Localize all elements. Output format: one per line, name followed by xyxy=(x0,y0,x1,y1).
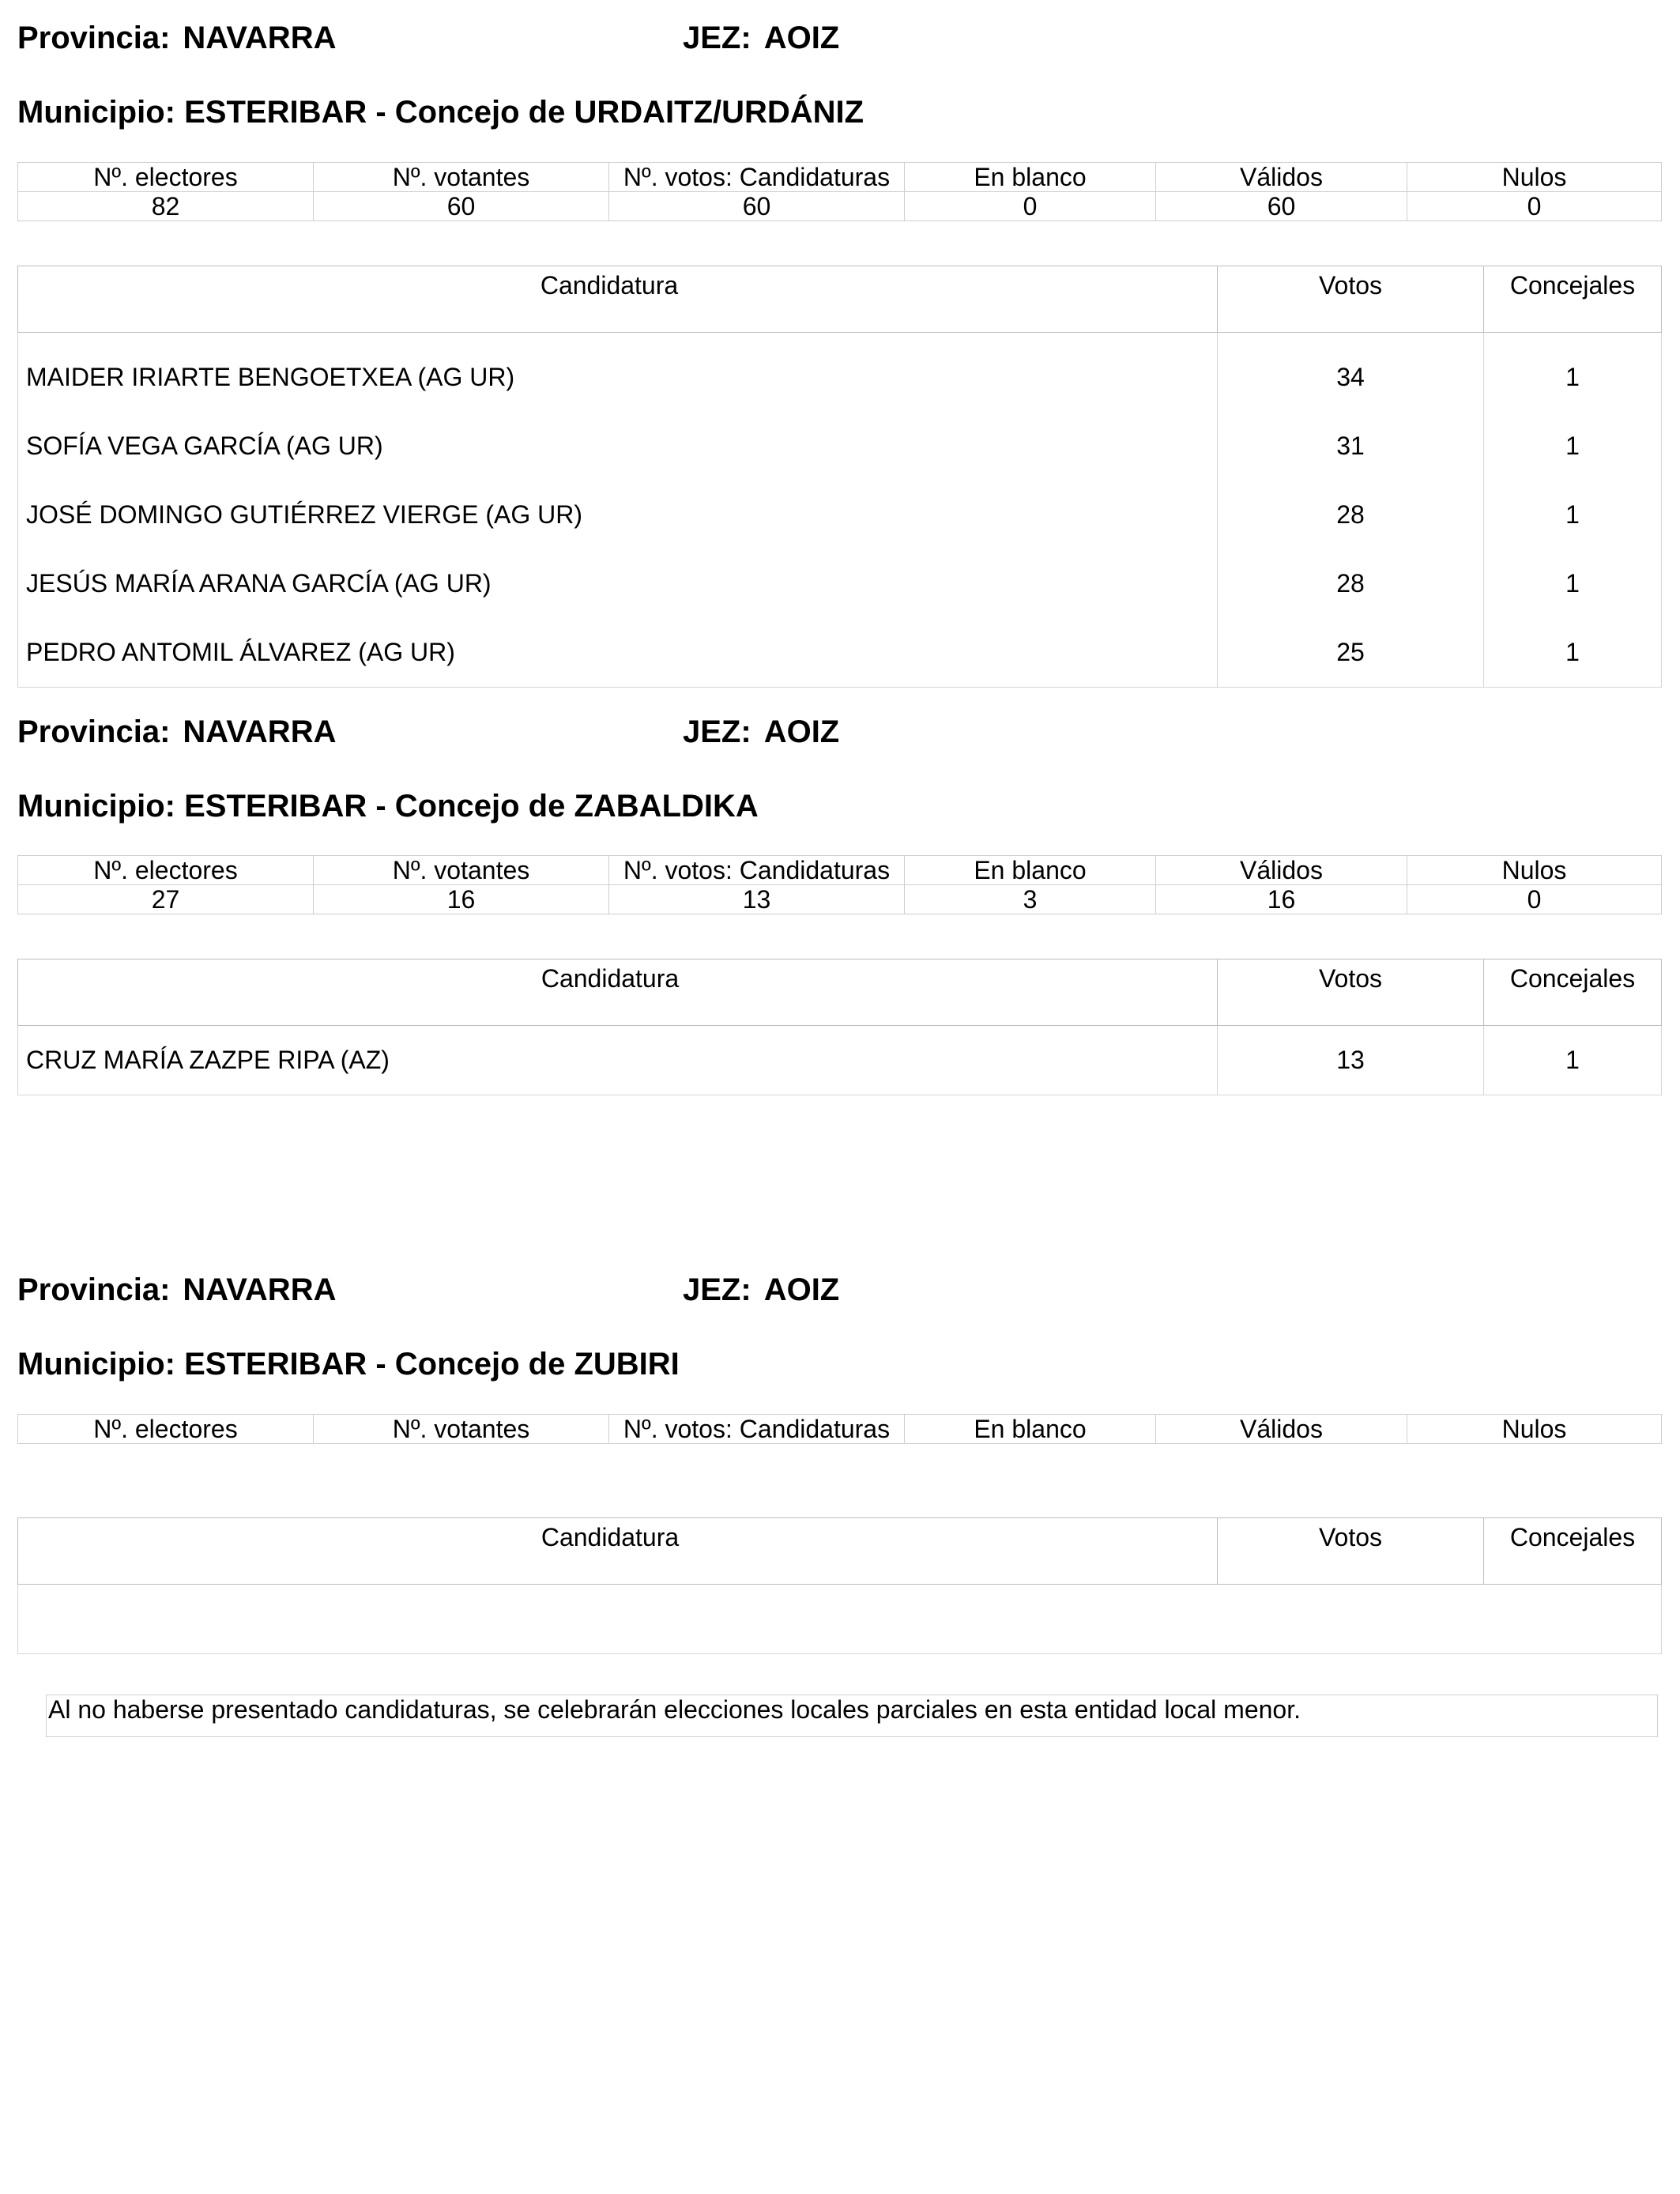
stats-header-nulos: Nulos xyxy=(1407,163,1662,192)
header-concejales: Concejales xyxy=(1484,1518,1662,1585)
stats-header-nulos: Nulos xyxy=(1407,1415,1662,1444)
stats-header-en-blanco: En blanco xyxy=(905,856,1156,885)
stats-value-nulos: 0 xyxy=(1407,192,1662,221)
stats-header-votos-candidaturas: Nº. votos: Candidaturas xyxy=(609,1415,905,1444)
stats-value-electores: 82 xyxy=(18,192,314,221)
stats-header-votantes: Nº. votantes xyxy=(314,1415,609,1444)
jez-value: AOIZ xyxy=(763,714,840,749)
municipio-value: ESTERIBAR - Concejo de ZABALDIKA xyxy=(184,789,759,824)
candidate-name: MAIDER IRIARTE BENGOETXEA (AG UR) xyxy=(18,333,1218,413)
candidates-table xyxy=(17,1517,1662,1654)
candidate-votos: 28 xyxy=(1218,481,1484,549)
provincia-label: Provincia: xyxy=(17,21,171,55)
provincia-value: NAVARRA xyxy=(183,1272,337,1307)
stats-header-votos-candidaturas: Nº. votos: Candidaturas xyxy=(609,163,905,192)
stats-table xyxy=(17,1414,1662,1444)
candidate-name: JOSÉ DOMINGO GUTIÉRREZ VIERGE (AG UR) xyxy=(18,481,1218,549)
stats-value-en-blanco: 3 xyxy=(905,885,1156,914)
stats-value-votos-candidaturas: 13 xyxy=(609,885,905,914)
municipio-heading xyxy=(17,787,759,825)
provincia-heading xyxy=(17,713,336,751)
stats-value-votantes: 60 xyxy=(314,192,609,221)
stats-value-validos: 60 xyxy=(1156,192,1407,221)
stats-value-electores: 27 xyxy=(18,885,314,914)
candidate-name: PEDRO ANTOMIL ÁLVAREZ (AG UR) xyxy=(18,618,1218,688)
provincia-label: Provincia: xyxy=(17,714,171,749)
provincia-value: NAVARRA xyxy=(183,21,337,55)
stats-header-validos: Válidos xyxy=(1156,856,1407,885)
candidate-votos: 31 xyxy=(1218,412,1484,481)
provincia-heading xyxy=(17,19,336,57)
candidate-row xyxy=(18,412,1662,481)
header-candidatura: Candidatura xyxy=(18,1518,1218,1585)
stats-header-validos: Válidos xyxy=(1156,1415,1407,1444)
provincia-label: Provincia: xyxy=(17,1272,171,1307)
header-concejales: Concejales xyxy=(1484,959,1662,1026)
candidate-concejales: 1 xyxy=(1484,412,1662,481)
candidate-votos: 28 xyxy=(1218,549,1484,618)
stats-header-electores: Nº. electores xyxy=(18,1415,314,1444)
note-text: Al no haberse presentado candidaturas, se celebrarán elecciones locales parciales en esta entidad local menor. xyxy=(46,1695,1658,1737)
jez-label: JEZ: xyxy=(683,1272,751,1307)
municipio-value: ESTERIBAR - Concejo de URDAITZ/URDÁNIZ xyxy=(184,95,864,130)
stats-header-en-blanco: En blanco xyxy=(905,163,1156,192)
jez-heading xyxy=(683,1271,839,1309)
header-candidatura: Candidatura xyxy=(18,266,1218,333)
candidate-name: JESÚS MARÍA ARANA GARCÍA (AG UR) xyxy=(18,549,1218,618)
candidate-row xyxy=(18,481,1662,549)
candidate-row-empty xyxy=(18,1585,1662,1654)
candidates-header-row xyxy=(18,959,1662,1026)
stats-value-row xyxy=(18,885,1662,914)
candidate-name: SOFÍA VEGA GARCÍA (AG UR) xyxy=(18,412,1218,481)
jez-value: AOIZ xyxy=(763,21,840,55)
stats-header-electores: Nº. electores xyxy=(18,163,314,192)
header-votos: Votos xyxy=(1218,1518,1484,1585)
municipio-label: Municipio: xyxy=(17,95,175,130)
stats-header-row xyxy=(18,1415,1662,1444)
stats-header-votos-candidaturas: Nº. votos: Candidaturas xyxy=(609,856,905,885)
header-votos: Votos xyxy=(1218,959,1484,1026)
stats-header-electores: Nº. electores xyxy=(18,856,314,885)
candidates-header-row xyxy=(18,266,1662,333)
candidate-concejales: 1 xyxy=(1484,333,1662,413)
candidate-concejales: 1 xyxy=(1484,1026,1662,1095)
header-candidatura: Candidatura xyxy=(18,959,1218,1026)
provincia-heading xyxy=(17,1271,336,1309)
jez-heading xyxy=(683,19,839,57)
candidates-table xyxy=(17,959,1662,1095)
stats-value-validos: 16 xyxy=(1156,885,1407,914)
municipio-heading xyxy=(17,1345,680,1383)
candidate-row xyxy=(18,549,1662,618)
stats-header-votantes: Nº. votantes xyxy=(314,856,609,885)
candidate-votos: 13 xyxy=(1218,1026,1484,1095)
provincia-value: NAVARRA xyxy=(183,714,337,749)
municipio-heading xyxy=(17,93,864,131)
candidate-row xyxy=(18,618,1662,688)
header-votos: Votos xyxy=(1218,266,1484,333)
stats-header-row xyxy=(18,856,1662,885)
municipio-value: ESTERIBAR - Concejo de ZUBIRI xyxy=(184,1347,680,1382)
candidate-concejales: 1 xyxy=(1484,618,1662,688)
stats-value-row xyxy=(18,192,1662,221)
stats-header-en-blanco: En blanco xyxy=(905,1415,1156,1444)
jez-label: JEZ: xyxy=(683,714,751,749)
candidate-concejales: 1 xyxy=(1484,481,1662,549)
stats-value-votos-candidaturas: 60 xyxy=(609,192,905,221)
candidate-row xyxy=(18,1026,1662,1095)
stats-header-validos: Válidos xyxy=(1156,163,1407,192)
municipio-label: Municipio: xyxy=(17,1347,175,1382)
stats-header-votantes: Nº. votantes xyxy=(314,163,609,192)
header-concejales: Concejales xyxy=(1484,266,1662,333)
stats-value-en-blanco: 0 xyxy=(905,192,1156,221)
jez-value: AOIZ xyxy=(763,1272,840,1307)
candidate-name: CRUZ MARÍA ZAZPE RIPA (AZ) xyxy=(18,1026,1218,1095)
municipio-label: Municipio: xyxy=(17,789,175,824)
candidate-concejales: 1 xyxy=(1484,549,1662,618)
stats-value-votantes: 16 xyxy=(314,885,609,914)
stats-value-nulos: 0 xyxy=(1407,885,1662,914)
candidate-votos: 34 xyxy=(1218,333,1484,413)
stats-header-nulos: Nulos xyxy=(1407,856,1662,885)
stats-header-row xyxy=(18,163,1662,192)
candidate-votos: 25 xyxy=(1218,618,1484,688)
stats-table xyxy=(17,162,1662,221)
candidate-row xyxy=(18,333,1662,413)
jez-heading xyxy=(683,713,839,751)
jez-label: JEZ: xyxy=(683,21,751,55)
candidates-header-row xyxy=(18,1518,1662,1585)
candidates-table xyxy=(17,266,1662,688)
stats-table xyxy=(17,855,1662,914)
candidate-empty-cell xyxy=(18,1585,1662,1654)
